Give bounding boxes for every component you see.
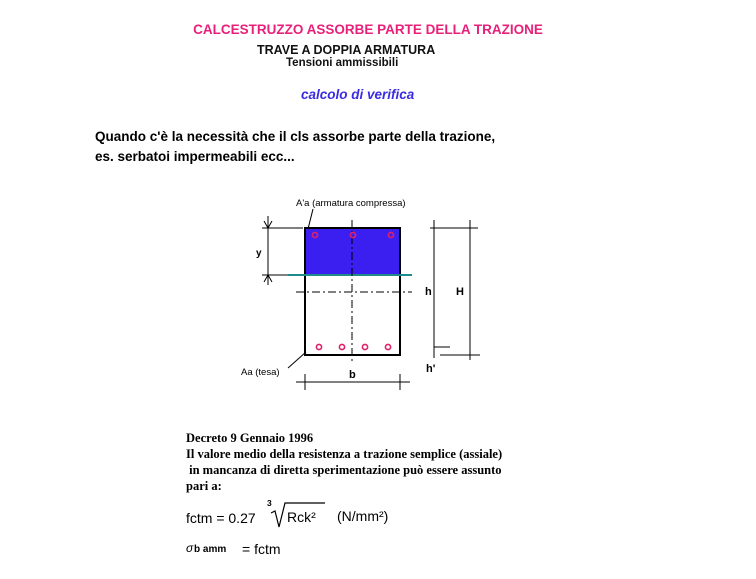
calc-label: calcolo di verifica (301, 87, 415, 102)
dim-y-arrow (268, 221, 272, 228)
decree-line-4: pari a: (186, 479, 222, 493)
formula-unit: (N/mm²) (337, 508, 389, 524)
rebar-bottom (339, 344, 344, 349)
formula-sigma-rhs: = fctm (242, 541, 281, 557)
label-h: h (425, 286, 432, 298)
label-compressed-rebar: A'a (armatura compressa) (296, 198, 406, 209)
label-y: y (256, 248, 262, 259)
rebar-bottom (316, 344, 321, 349)
decree-line-1: Decreto 9 Gennaio 1996 (186, 431, 314, 445)
decree-line-2: Il valore medio della resistenza a trazione semplice (assiale) (186, 447, 503, 461)
page-title: CALCESTRUZZO ASSORBE PARTE DELLA TRAZIONE (193, 22, 543, 37)
leader-tension (288, 352, 306, 368)
formula-lhs: fctm = 0.27 (186, 510, 256, 526)
label-b: b (349, 369, 356, 381)
formula-sigma-sub: b amm (194, 544, 227, 555)
intro-line-2: es. serbatoi impermeabili ecc... (95, 149, 295, 164)
dim-y-arrow (268, 275, 272, 282)
leader-compressed (308, 209, 313, 229)
dim-y-arrow (264, 275, 268, 282)
rebar-bottom (385, 344, 390, 349)
decree-line-3: in mancanza di diretta sperimentazione può essere assunto (186, 463, 502, 477)
formula-sigma: σ (186, 541, 194, 555)
formula-radicand: Rck² (287, 509, 316, 525)
compression-zone (305, 228, 400, 275)
label-hprime: h' (426, 363, 436, 375)
dim-y-arrow (264, 221, 268, 228)
subtitle-stress: Tensioni ammissibili (286, 57, 399, 69)
subtitle-beam: TRAVE A DOPPIA ARMATURA (257, 43, 436, 57)
intro-line-1: Quando c'è la necessità che il cls assorbe parte della trazione, (95, 129, 496, 144)
formula-root-index: 3 (267, 498, 272, 508)
label-tension-rebar: Aa (tesa) (241, 367, 280, 378)
rebar-bottom (362, 344, 367, 349)
label-H: H (456, 286, 464, 298)
